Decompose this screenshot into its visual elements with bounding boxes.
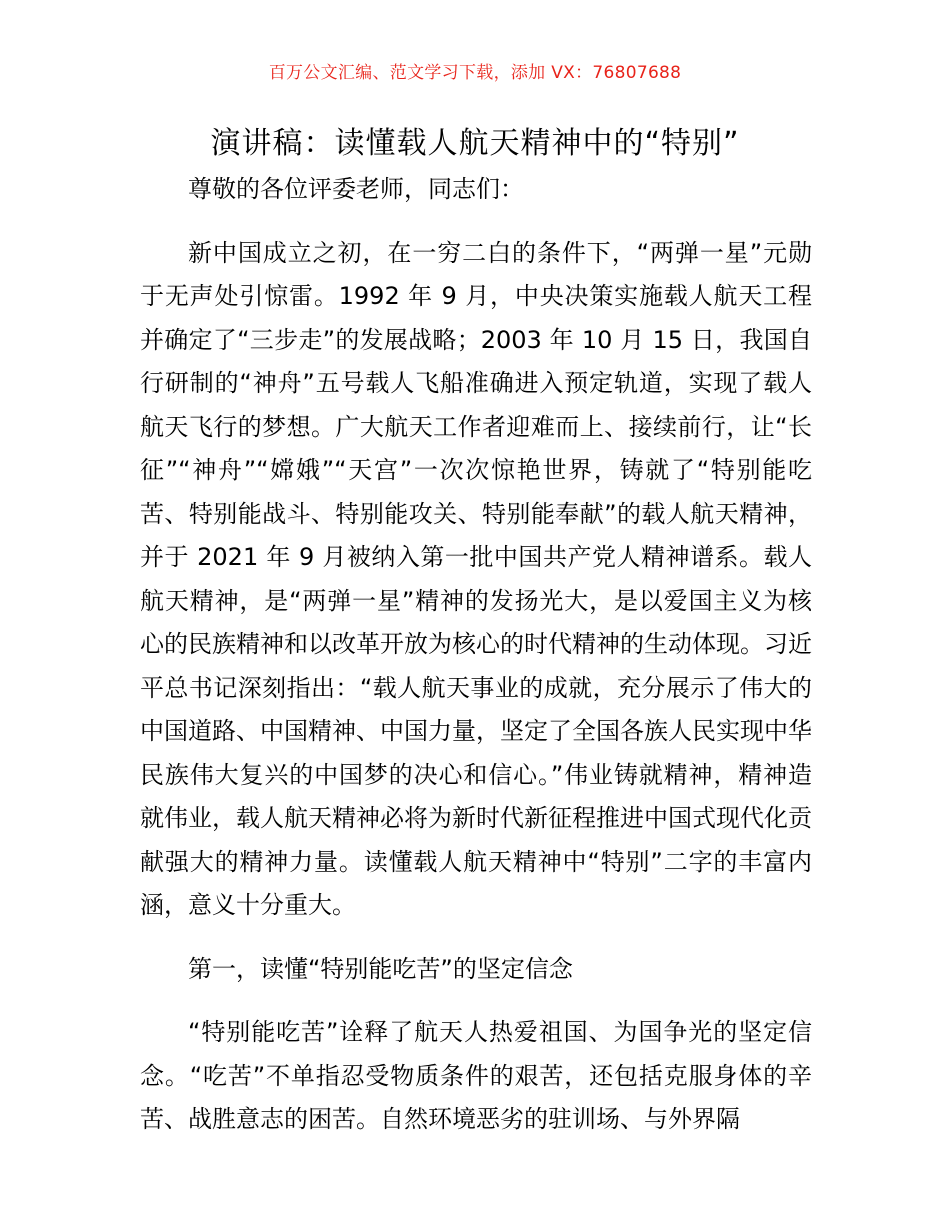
paragraph-first-section: “特别能吃苦”诠释了航天人热爱祖国、为国争光的坚定信念。“吃苦”不单指忍受物质条件的艰苦，还包括克服身体的辛苦、战胜意志的困苦。自然环境恶劣的驻训场、与外界隔 <box>140 1018 812 1133</box>
document-body <box>140 168 812 1142</box>
paragraph-introduction: 新中国成立之初，在一穷二白的条件下，“两弹一星”元勋于无声处引惊雷。1992 年 9 月，中央决策实施载人航天工程并确定了“三步走”的发展战略；2003 年 10 月 15 日，我国自行研制的“神舟”五号载人飞船准确进入预定轨道，实现了载人航天飞行的梦想。广大航天工作者迎难而上、接续前行，让“长征”“神舟”“嫦娥”“天宫”一次次惊艳世界，铸就了“特别能吃苦、特别能战斗、特别能攻关、特别能奉献”的载人航天精神，并于 2021 年 9 月被纳入第一批中国共产党人精神谱系。载人航天精神，是“两弹一星”精神的发扬光大，是以爱国主义为核心的民族精神和以改革开放为核心的时代精神的生动体现。习近平总书记深刻指出：“载人航天事业的成就，充分展示了伟大的中国道路、中国精神、中国力量，坚定了全国各族人民实现中华民族伟大复兴的中国梦的决心和信心。”伟业铸就精神，精神造就伟业，载人航天精神必将为新时代新征程推进中国式现代化贡献强大的精神力量。读懂载人航天精神中“特别”二字的丰富内涵，意义十分重大。 <box>140 238 812 919</box>
download-notice-header: 百万公文汇编、范文学习下载，添加 VX：76807688 <box>268 63 682 83</box>
section-heading-first: 第一，读懂“特别能吃苦”的坚定信念 <box>188 954 573 983</box>
document-title: 演讲稿：读懂载人航天精神中的“特别” <box>210 126 740 161</box>
salutation: 尊敬的各位评委老师，同志们： <box>188 175 524 203</box>
